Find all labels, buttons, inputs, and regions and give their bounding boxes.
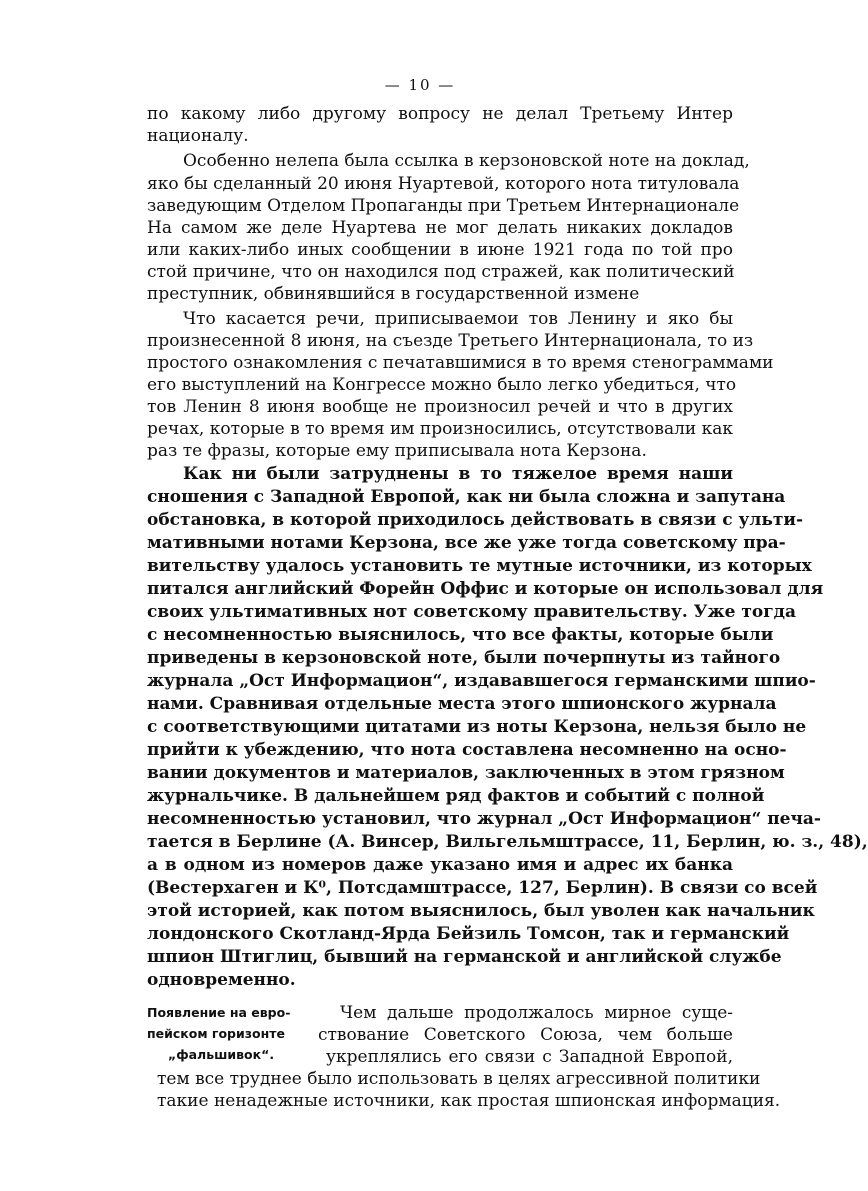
margin-heading: пейском горизонте [147, 1026, 285, 1041]
text-line: вительству удалось установить те мутные источники, из которых [147, 556, 812, 576]
text-line: своих ультимативных нот советскому правительству. Уже тогда [147, 602, 796, 622]
text-line: нами. Сравнивая отдельные места этого шпионского журнала [147, 694, 777, 714]
text-line: по какому либо другому вопросу не делал Третьему Интер [147, 104, 733, 124]
text-line: его выступлений на Конгрессе можно было легко убедиться, что [147, 375, 737, 395]
text-line: националу. [147, 126, 249, 146]
text-line: тается в Берлине (А. Винсер, Вильгельмштрассе, 11, Берлин, ю. з., 48), [147, 832, 868, 852]
text-line: этой историей, как потом выяснилось, был уволен как начальник [147, 901, 815, 921]
text-line: На самом же деле Нуартева не мог делать никаких докладов [147, 218, 733, 238]
text-line: тов Ленин 8 июня вообще не произносил речей и что в других [147, 397, 733, 417]
text-line: Как ни были затруднены в то тяжелое время наши [183, 464, 733, 484]
text-line: прийти к убеждению, что нота составлена несомненно на осно- [147, 740, 787, 760]
text-line: питался английский Форейн Оффис и которые он использовал для [147, 579, 824, 599]
text-line: несомненностью установил, что журнал „Ост Информацион“ печа- [147, 809, 821, 829]
margin-heading: „фальшивок“. [168, 1047, 275, 1062]
text-line: стой причине, что он находился под стражей, как политический [147, 262, 735, 282]
text-line: мативными нотами Керзона, все же уже тогда советскому пра- [147, 533, 786, 553]
text-line: такие ненадежные источники, как простая шпионская информация. [157, 1091, 781, 1111]
text-line: журнальчике. В дальнейшем ряд фактов и событий с полной [147, 786, 765, 806]
text-line: с несомненностью выяснилось, что все факты, которые были [147, 625, 774, 645]
text-line: обстановка, в которой приходилось действовать в связи с ульти- [147, 510, 804, 530]
text-line: приведены в керзоновской ноте, были почерпнуты из тайного [147, 648, 781, 668]
text-line: преступник, обвинявшийся в государственной измене [147, 284, 640, 304]
text-line: одновременно. [147, 970, 296, 990]
text-line: простого ознакомления с печатавшимися в то время стенограммами [147, 353, 774, 373]
text-line: ствование Советского Союза, чем больше [318, 1025, 733, 1045]
text-line: сношения с Западной Европой, как ни была сложна и запутана [147, 487, 786, 507]
text-line: Чем дальше продолжалось мирное суще- [340, 1003, 733, 1023]
text-line: или каких-либо иных сообщении в июне 1921 года по той про [147, 240, 733, 260]
text-line: Что касается речи, приписываемои тов Ленину и яко бы [183, 309, 733, 329]
text-line: тем все труднее было использовать в целях агрессивной политики [157, 1069, 761, 1089]
text-line: лондонского Скотланд-Ярда Бейзиль Томсон, так и германский [147, 924, 790, 944]
text-line: Особенно нелепа была ссылка в керзоновской ноте на доклад, [183, 151, 750, 171]
text-line: произнесенной 8 июня, на съезде Третьего Интернационала, то из [147, 331, 754, 351]
text-line: шпион Штиглиц, бывший на германской и английской службе [147, 947, 782, 967]
margin-heading: Появление на евро- [147, 1005, 291, 1020]
text-line: речах, которые в то время им произносились, отсутствовали как [147, 419, 734, 439]
page-number: — 10 — [384, 76, 456, 94]
text-line: раз те фразы, которые ему приписывала нота Керзона. [147, 441, 647, 461]
text-line: яко бы сделанный 20 июня Нуартевой, которого нота титуловала [147, 174, 740, 194]
text-line: укреплялись его связи с Западной Европой, [326, 1047, 733, 1067]
text-line: с соответствующими цитатами из ноты Керзона, нельзя было не [147, 717, 807, 737]
text-line: вании документов и материалов, заключенных в этом грязном [147, 763, 785, 783]
text-line: журнала „Ост Информацион“, издававшегося германскими шпио- [147, 671, 816, 691]
text-line: заведующим Отделом Пропаганды при Третьем Интернационале [147, 196, 740, 216]
text-line: а в одном из номеров даже указано имя и адрес их банка [147, 855, 733, 875]
text-line: (Вестерхаген и К⁰, Потсдамштрассе, 127, Берлин). В связи со всей [147, 878, 818, 898]
